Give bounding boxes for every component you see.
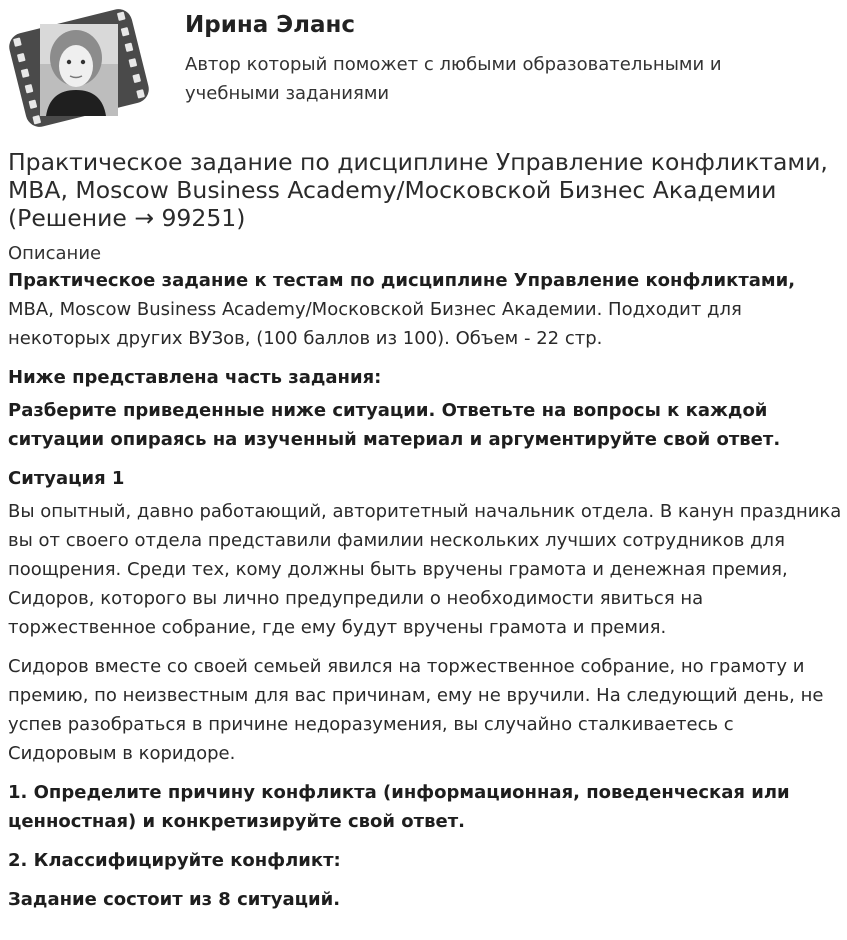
instructions: [8, 396, 842, 454]
author-avatar[interactable]: [6, 6, 152, 130]
situation-paragraph-1: Вы опытный, давно работающий, авторитетный начальник отдела. В канун праздника вы от своего отдела представили фамилии нескольких лучших сотрудников для поощрения. Среди тех, кому должны быть вручены грамота и денежная премия, Сидоров, которого вы лично предупредили о необходимости явиться на торжественное собрание, где ему будут вручены грамота и премия.: [8, 501, 842, 638]
intro-bold-text: Практическое задание к тестам по дисциплине Управление конфликтами,: [8, 270, 796, 291]
summary: [8, 885, 842, 914]
question-1-text: 1. Определите причину конфликта (информационная, поведенческая или ценностная) и конкретизируйте свой ответ.: [8, 782, 790, 832]
question-2-text: 2. Классифицируйте конфликт:: [8, 850, 341, 871]
situation-paragraph-2: Сидоров вместе со своей семьей явился на торжественное собрание, но грамоту и премию, по неизвестным для вас причинам, ему не вручили. На следующий день, не успев разобраться в причине недоразумения, вы случайно сталкиваетесь с Сидоровым в коридоре.: [8, 656, 824, 764]
intro-text: MBA, Moscow Business Academy/Московской Бизнес Академии. Подходит для некоторых других ВУЗов, (100 баллов из 100). Объем - 22 стр.: [8, 299, 742, 349]
task-description: [8, 266, 842, 914]
question-1: [8, 778, 842, 836]
description-label: Описание: [8, 243, 102, 264]
part-heading: [8, 363, 842, 392]
summary-text: Задание состоит из 8 ситуаций.: [8, 889, 341, 910]
situation-heading: [8, 464, 842, 493]
situation-heading-text: Ситуация 1: [8, 468, 125, 489]
part-heading-text: Ниже представлена часть задания:: [8, 367, 382, 388]
task-title: Практическое задание по дисциплине Управление конфликтами, MBA, Moscow Business Academy/Московской Бизнес Академии (Решение → 99251): [8, 148, 828, 232]
film-strip-avatar-image: [6, 6, 152, 130]
instructions-text: Разберите приведенные ниже ситуации. Ответьте на вопросы к каждой ситуации опираясь на изученный материал и аргументируйте свой ответ.: [8, 400, 781, 450]
author-name[interactable]: Ирина Эланс: [185, 12, 356, 38]
author-description: Автор который поможет с любыми образовательными и учебными заданиями: [185, 54, 722, 104]
author-card: [0, 0, 847, 140]
intro-paragraph: [8, 266, 842, 353]
question-2: [8, 846, 842, 875]
